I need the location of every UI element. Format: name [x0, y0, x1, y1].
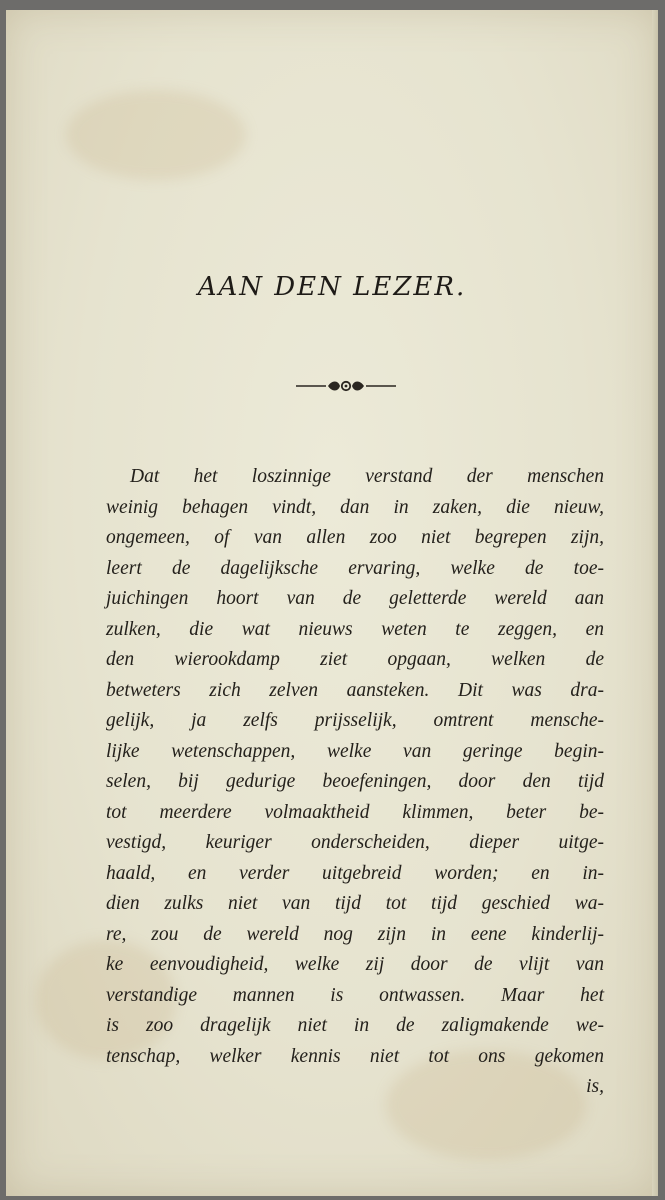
text-line: zulken, die wat nieuws weten te zeggen, en — [106, 618, 604, 640]
text-line: lijke wetenschappen, welke van geringe begin- — [106, 740, 604, 762]
text-line: leert de dagelijksche ervaring, welke de toe- — [106, 557, 604, 579]
text-line: haald, en verder uitgebreid worden; en in- — [106, 862, 604, 884]
ornament-icon — [296, 378, 396, 394]
text-line: den wierookdamp ziet opgaan, welken de — [106, 649, 604, 670]
text-line: ke eenvoudigheid, welke zij door de vlijt van — [106, 954, 604, 975]
text-line: tot meerdere volmaaktheid klimmen, beter be- — [106, 801, 604, 823]
book-page — [6, 10, 658, 1196]
page-edge — [652, 10, 658, 1196]
page-heading: AAN DEN LEZER. — [197, 272, 467, 302]
text-line: vestigd, keuriger onderscheiden, dieper uitge- — [106, 832, 604, 853]
text-line: re, zou de wereld nog zijn in eene kinderlij- — [106, 923, 604, 945]
text-line: selen, bij gedurige beoefeningen, door den tijd — [106, 771, 604, 792]
text-line: is zoo dragelijk niet in de zaligmakende we- — [106, 1015, 604, 1036]
text-line: Dat het loszinnige verstand der menschen — [130, 466, 604, 487]
text-line: juichingen hoort van de geletterde wereld aan — [106, 588, 604, 609]
text-line: betweters zich zelven aansteken. Dit was dra- — [106, 679, 604, 701]
text-line: is, — [586, 1076, 604, 1097]
text-line: weinig behagen vindt, dan in zaken, die nieuw, — [106, 496, 604, 518]
text-line: dien zulks niet van tijd tot tijd geschied wa- — [106, 893, 604, 914]
body-paragraph — [106, 462, 604, 1103]
text-line: gelijk, ja zelfs prijsselijk, omtrent mensche- — [106, 710, 604, 731]
foxing-stain — [66, 90, 246, 180]
text-line: verstandige mannen is ontwassen. Maar het — [106, 984, 604, 1006]
text-line: ongemeen, of van allen zoo niet begrepen zijn, — [106, 527, 604, 548]
text-line: tenschap, welker kennis niet tot ons gekomen — [106, 1045, 604, 1067]
